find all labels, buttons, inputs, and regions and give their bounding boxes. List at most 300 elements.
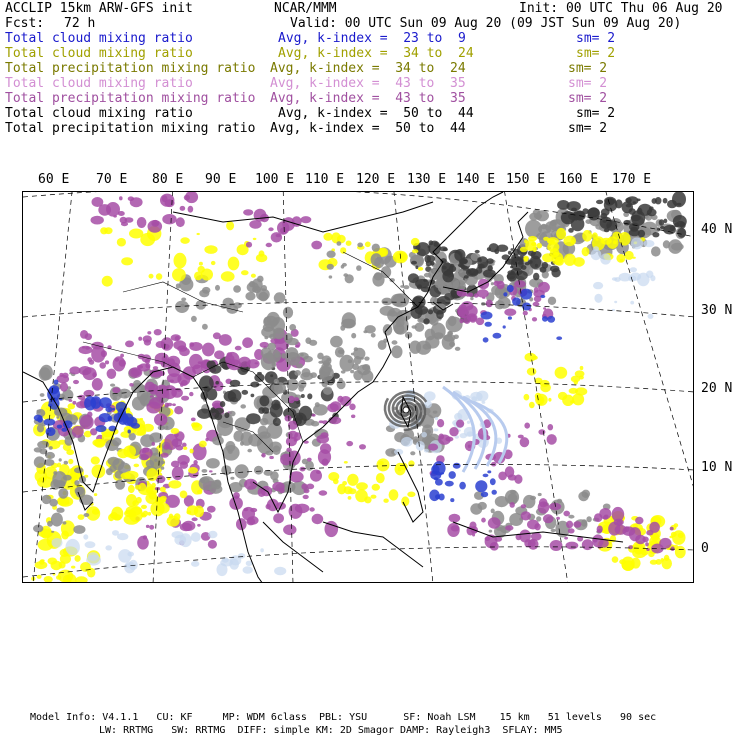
- cloud-blob: [167, 516, 180, 527]
- cloud-blob: [511, 248, 514, 251]
- cloud-blob: [112, 408, 115, 410]
- cloud-blob: [163, 385, 177, 399]
- cloud-blob: [391, 345, 402, 358]
- cloud-blob: [364, 496, 371, 503]
- cloud-blob: [675, 546, 686, 559]
- cloud-blob: [356, 482, 368, 490]
- cloud-blob: [242, 390, 249, 395]
- cloud-blob: [650, 275, 655, 281]
- cloud-blob: [403, 285, 409, 289]
- cloud-blob: [46, 407, 50, 410]
- cloud-blob: [446, 317, 463, 333]
- cloud-blob: [439, 494, 445, 501]
- cloud-blob: [75, 576, 88, 583]
- cloud-blob: [538, 501, 550, 513]
- cloud-blob: [543, 514, 554, 523]
- cloud-blob: [108, 514, 114, 521]
- cloud-blob: [453, 463, 461, 469]
- cloud-blob: [582, 247, 590, 256]
- cloud-blob: [642, 537, 648, 543]
- cloud-blob: [359, 444, 366, 449]
- lon-label: 80 E: [152, 172, 184, 187]
- cloud-blob: [525, 220, 542, 238]
- cloud-blob: [553, 252, 558, 256]
- cloud-blob: [243, 209, 253, 215]
- cloud-blob: [329, 417, 341, 425]
- cloud-blob: [327, 264, 334, 270]
- cloud-blob: [619, 273, 632, 282]
- cloud-blob: [626, 196, 638, 205]
- cloud-blob: [481, 518, 486, 523]
- cloud-blob: [197, 490, 202, 495]
- cloud-blob: [649, 522, 660, 533]
- cloud-blob: [638, 230, 645, 238]
- cloud-blob: [172, 466, 184, 480]
- cloud-blob: [189, 342, 202, 351]
- cloud-blob: [208, 531, 217, 538]
- cloud-blob: [630, 267, 637, 272]
- cloud-blob: [230, 477, 234, 480]
- cloud-blob: [197, 233, 200, 235]
- cloud-blob: [73, 380, 79, 384]
- cloud-blob: [531, 532, 542, 540]
- cloud-blob: [264, 336, 268, 339]
- cloud-blob: [628, 545, 633, 549]
- cloud-blob: [652, 198, 657, 204]
- cloud-blob: [669, 536, 673, 539]
- cloud-blob: [631, 215, 641, 221]
- cloud-blob: [341, 370, 346, 373]
- cloud-blob: [348, 496, 352, 500]
- cloud-blob: [205, 438, 208, 441]
- cloud-blob: [339, 378, 343, 382]
- cloud-blob: [456, 420, 464, 428]
- cloud-blob: [188, 206, 194, 213]
- cloud-blob: [100, 227, 108, 234]
- cloud-blob: [233, 302, 242, 308]
- field-sm: sm= 2: [576, 106, 616, 121]
- cloud-blob: [121, 257, 133, 265]
- cloud-blob: [269, 456, 274, 459]
- cloud-blob: [327, 403, 339, 412]
- cloud-blob: [214, 408, 224, 414]
- cloud-blob: [449, 427, 458, 436]
- cloud-blob: [150, 395, 154, 397]
- cloud-blob: [340, 355, 355, 372]
- cloud-blob: [612, 556, 619, 563]
- cloud-blob: [503, 292, 507, 296]
- cloud-blob: [533, 302, 540, 307]
- cloud-blob: [555, 257, 564, 266]
- cloud-blob: [341, 265, 345, 269]
- model-title: ACCLIP 15km ARW-GFS init: [5, 1, 193, 16]
- cloud-blob: [48, 429, 52, 432]
- cloud-blob: [307, 458, 312, 462]
- cloud-blob: [450, 498, 454, 502]
- cloud-blob: [493, 333, 502, 339]
- cloud-blob: [412, 249, 418, 253]
- cloud-blob: [460, 284, 464, 287]
- cloud-blob: [477, 257, 481, 262]
- cloud-blob: [299, 406, 312, 421]
- cloud-blob: [309, 507, 314, 511]
- cloud-blob: [141, 505, 147, 509]
- cloud-blob: [423, 318, 429, 324]
- cloud-blob: [462, 315, 465, 319]
- cloud-blob: [374, 272, 383, 280]
- cloud-blob: [270, 404, 283, 418]
- cloud-blob: [631, 237, 643, 249]
- cloud-blob: [637, 208, 643, 215]
- cloud-blob: [143, 335, 152, 342]
- cloud-blob: [614, 301, 617, 303]
- cloud-blob: [542, 262, 548, 269]
- cloud-blob: [598, 545, 602, 549]
- cloud-blob: [307, 393, 312, 399]
- cloud-blob: [582, 539, 593, 550]
- cloud-blob: [138, 337, 142, 341]
- cloud-blob: [124, 471, 138, 480]
- cloud-blob: [204, 245, 217, 254]
- cloud-blob: [475, 250, 480, 253]
- cloud-blob: [649, 206, 654, 210]
- cloud-blob: [630, 301, 634, 305]
- lon-label: 110 E: [305, 172, 345, 187]
- cloud-blob: [193, 460, 197, 465]
- cloud-blob: [74, 480, 79, 486]
- cloud-blob: [410, 255, 424, 267]
- cloud-blob: [499, 295, 503, 299]
- cloud-blob: [613, 240, 617, 244]
- cloud-blob: [221, 271, 235, 281]
- cloud-blob: [267, 343, 276, 350]
- cloud-blob: [274, 567, 286, 576]
- cloud-blob: [495, 496, 509, 507]
- cloud-blob: [326, 358, 330, 361]
- cloud-blob: [172, 403, 176, 406]
- cloud-blob: [298, 385, 304, 392]
- cloud-blob: [228, 257, 240, 271]
- cloud-blob: [142, 514, 147, 517]
- cloud-blob: [164, 434, 178, 450]
- cloud-blob: [60, 382, 68, 391]
- cloud-blob: [238, 553, 245, 559]
- cloud-blob: [566, 521, 573, 529]
- cloud-blob: [533, 273, 539, 281]
- cloud-blob: [497, 281, 505, 290]
- cloud-blob: [478, 502, 487, 510]
- cloud-blob: [140, 418, 143, 420]
- lat-label: 0: [701, 541, 709, 556]
- cloud-blob: [660, 226, 665, 229]
- field-name: Total cloud mixing ratio: [5, 106, 193, 121]
- cloud-blob: [528, 260, 533, 264]
- cloud-blob: [532, 317, 537, 321]
- cloud-blob: [149, 525, 154, 530]
- cloud-blob: [376, 473, 385, 483]
- cloud-blob: [228, 449, 233, 454]
- field-name: Total cloud mixing ratio: [5, 46, 193, 61]
- cloud-blob: [312, 414, 316, 417]
- lon-label: 140 E: [456, 172, 496, 187]
- cloud-blob: [180, 533, 192, 547]
- cloud-blob: [556, 517, 560, 520]
- cloud-blob: [329, 275, 333, 278]
- cloud-blob: [612, 507, 625, 522]
- cloud-blob: [635, 517, 643, 525]
- cloud-blob: [199, 290, 209, 298]
- cloud-blob: [492, 490, 497, 495]
- cloud-blob: [199, 262, 203, 266]
- cloud-blob: [190, 449, 194, 454]
- cloud-blob: [273, 513, 284, 523]
- cloud-blob: [92, 197, 104, 207]
- lon-label: 130 E: [407, 172, 447, 187]
- cloud-blob: [319, 366, 331, 377]
- cloud-blob: [92, 439, 105, 447]
- cloud-blob: [64, 461, 68, 465]
- field-avg: Avg, k-index = 34 to 24: [278, 46, 474, 61]
- cloud-blob: [194, 272, 203, 281]
- cloud-blob: [401, 437, 413, 447]
- cloud-blob: [200, 477, 210, 483]
- cloud-blob: [566, 542, 579, 550]
- cloud-blob: [34, 456, 45, 468]
- model-info-line1: Model Info: V4.1.1 CU: KF MP: WDM 6class PBL: YSU SF: Noah LSM 15 km 51 levels 90 sec: [30, 712, 657, 723]
- cloud-blob: [149, 274, 154, 279]
- cloud-blob: [668, 239, 682, 254]
- cloud-blob: [108, 416, 113, 420]
- cloud-blob: [229, 497, 243, 510]
- cloud-blob: [120, 217, 127, 224]
- cloud-blob: [538, 493, 542, 496]
- cloud-blob: [157, 503, 170, 514]
- cloud-blob: [305, 461, 314, 471]
- cloud-blob: [224, 391, 237, 402]
- cloud-blob: [643, 240, 654, 247]
- cloud-blob: [245, 292, 255, 301]
- cloud-blob: [211, 261, 216, 265]
- cloud-blob: [408, 460, 414, 466]
- cloud-blob: [35, 561, 48, 569]
- cloud-blob: [123, 445, 136, 457]
- cloud-blob: [346, 441, 353, 446]
- cloud-blob: [219, 334, 232, 346]
- cloud-blob: [455, 347, 461, 351]
- cloud-blob: [149, 491, 157, 500]
- cloud-blob: [180, 383, 184, 387]
- init-time: Init: 00 UTC Thu 06 Aug 20: [519, 1, 723, 16]
- cloud-blob: [547, 434, 557, 445]
- cloud-blob: [365, 325, 376, 333]
- cloud-blob: [411, 238, 420, 246]
- cloud-blob: [351, 333, 356, 339]
- cloud-blob: [235, 346, 242, 351]
- cloud-blob: [349, 404, 355, 411]
- cloud-blob: [445, 481, 454, 487]
- cloud-blob: [488, 517, 501, 528]
- cloud-blob: [416, 441, 425, 451]
- cloud-blob: [407, 492, 415, 498]
- lon-label: 100 E: [255, 172, 295, 187]
- cloud-blob: [68, 459, 73, 464]
- cloud-blob: [56, 416, 59, 419]
- cloud-blob: [85, 333, 92, 340]
- cloud-blob: [483, 337, 489, 342]
- field-name: Total precipitation mixing ratio: [5, 61, 256, 76]
- cloud-blob: [96, 425, 107, 432]
- cloud-blob: [312, 514, 324, 524]
- cloud-blob: [122, 413, 133, 426]
- cloud-blob: [177, 455, 189, 465]
- cloud-blob: [247, 449, 252, 453]
- cloud-blob: [671, 546, 675, 551]
- cloud-blob: [663, 198, 668, 204]
- cloud-blob: [301, 216, 312, 223]
- cloud-blob: [50, 479, 60, 490]
- cloud-blob: [601, 238, 612, 245]
- cloud-blob: [183, 447, 187, 450]
- cloud-blob: [534, 213, 542, 219]
- cloud-blob: [71, 566, 75, 569]
- cloud-blob: [147, 331, 151, 334]
- cloud-blob: [510, 502, 515, 508]
- cloud-blob: [594, 513, 602, 522]
- cloud-blob: [637, 273, 650, 287]
- cloud-blob: [540, 295, 545, 298]
- cloud-blob: [320, 443, 331, 454]
- cloud-blob: [302, 368, 311, 377]
- cloud-blob: [202, 324, 208, 330]
- cloud-blob: [40, 393, 45, 397]
- cloud-blob: [160, 487, 166, 492]
- cloud-blob: [593, 282, 603, 289]
- cloud-blob: [171, 428, 180, 434]
- cloud-blob: [680, 222, 686, 229]
- cloud-blob: [74, 467, 83, 473]
- cloud-blob: [372, 244, 380, 252]
- cloud-blob: [240, 404, 246, 408]
- cloud-blob: [168, 480, 181, 488]
- cloud-blob: [445, 437, 453, 442]
- cloud-blob: [129, 383, 133, 387]
- cloud-blob: [372, 484, 380, 491]
- cloud-blob: [37, 416, 43, 423]
- field-name: Total precipitation mixing ratio: [5, 91, 256, 106]
- cloud-blob: [59, 458, 62, 461]
- cloud-blob: [56, 508, 64, 513]
- cloud-blob: [491, 282, 494, 285]
- cloud-blob: [255, 362, 259, 364]
- cloud-blob: [197, 524, 201, 527]
- cloud-blob: [182, 443, 187, 448]
- cloud-blob: [503, 325, 506, 328]
- cloud-blob: [135, 485, 141, 490]
- cloud-blob: [161, 466, 165, 469]
- cloud-blob: [521, 511, 531, 520]
- cloud-blob: [247, 516, 258, 525]
- cloud-blob: [467, 313, 478, 321]
- cloud-blob: [134, 464, 140, 468]
- cloud-blob: [430, 261, 434, 265]
- field-sm: sm= 2: [568, 61, 608, 76]
- cloud-blob: [437, 419, 444, 427]
- cloud-blob: [226, 221, 234, 230]
- cloud-blob: [191, 418, 196, 422]
- cloud-blob: [538, 429, 545, 435]
- cloud-blob: [128, 430, 131, 434]
- field-avg: Avg, k-index = 50 to 44: [270, 121, 466, 136]
- cloud-blob: [449, 266, 457, 273]
- cloud-blob: [311, 241, 322, 250]
- cloud-blob: [365, 242, 371, 248]
- cloud-blob: [165, 403, 169, 408]
- cloud-blob: [350, 370, 354, 373]
- field-sm: sm= 2: [568, 76, 608, 91]
- cloud-blob: [105, 545, 112, 550]
- cloud-blob: [106, 468, 113, 475]
- cloud-blob: [322, 380, 328, 388]
- cloud-blob: [487, 470, 491, 473]
- cloud-blob: [605, 198, 615, 206]
- cloud-blob: [250, 382, 259, 388]
- cloud-blob: [423, 279, 427, 282]
- field-sm: sm= 2: [576, 46, 616, 61]
- cloud-blob: [162, 344, 170, 350]
- cloud-blob: [354, 356, 362, 365]
- cloud-blob: [129, 229, 143, 239]
- cloud-blob: [52, 538, 63, 548]
- field-name: Total cloud mixing ratio: [5, 31, 193, 46]
- cloud-blob: [273, 328, 285, 340]
- cloud-blob: [110, 384, 115, 387]
- lon-label: 150 E: [506, 172, 546, 187]
- field-sm: sm= 2: [568, 121, 608, 136]
- cloud-blob: [192, 423, 202, 431]
- cloud-blob: [579, 376, 584, 380]
- cloud-blob: [194, 506, 204, 518]
- cloud-blob: [258, 407, 265, 414]
- cloud-blob: [80, 562, 91, 572]
- cloud-blob: [106, 202, 120, 217]
- cloud-blob: [233, 285, 241, 293]
- cloud-blob: [421, 432, 427, 438]
- cloud-blob: [202, 469, 208, 473]
- cloud-blob: [154, 413, 167, 426]
- cloud-blob: [568, 528, 575, 533]
- cloud-blob: [652, 232, 659, 237]
- cloud-blob: [564, 254, 576, 266]
- cloud-blob: [49, 446, 53, 450]
- cloud-blob: [83, 534, 88, 539]
- cloud-blob: [512, 297, 521, 305]
- cloud-blob: [572, 393, 584, 405]
- cloud-blob: [188, 467, 198, 474]
- cloud-blob: [287, 379, 299, 391]
- cloud-blob: [505, 525, 513, 530]
- cloud-blob: [165, 199, 175, 207]
- cloud-blob: [59, 561, 66, 568]
- cloud-blob: [153, 366, 158, 370]
- cloud-blob: [622, 526, 635, 536]
- cloud-blob: [625, 251, 634, 260]
- cloud-blob: [160, 461, 165, 465]
- cloud-blob: [128, 485, 135, 493]
- cloud-blob: [573, 521, 581, 528]
- cloud-blob: [410, 451, 415, 455]
- cloud-blob: [429, 240, 434, 245]
- cloud-blob: [392, 340, 398, 344]
